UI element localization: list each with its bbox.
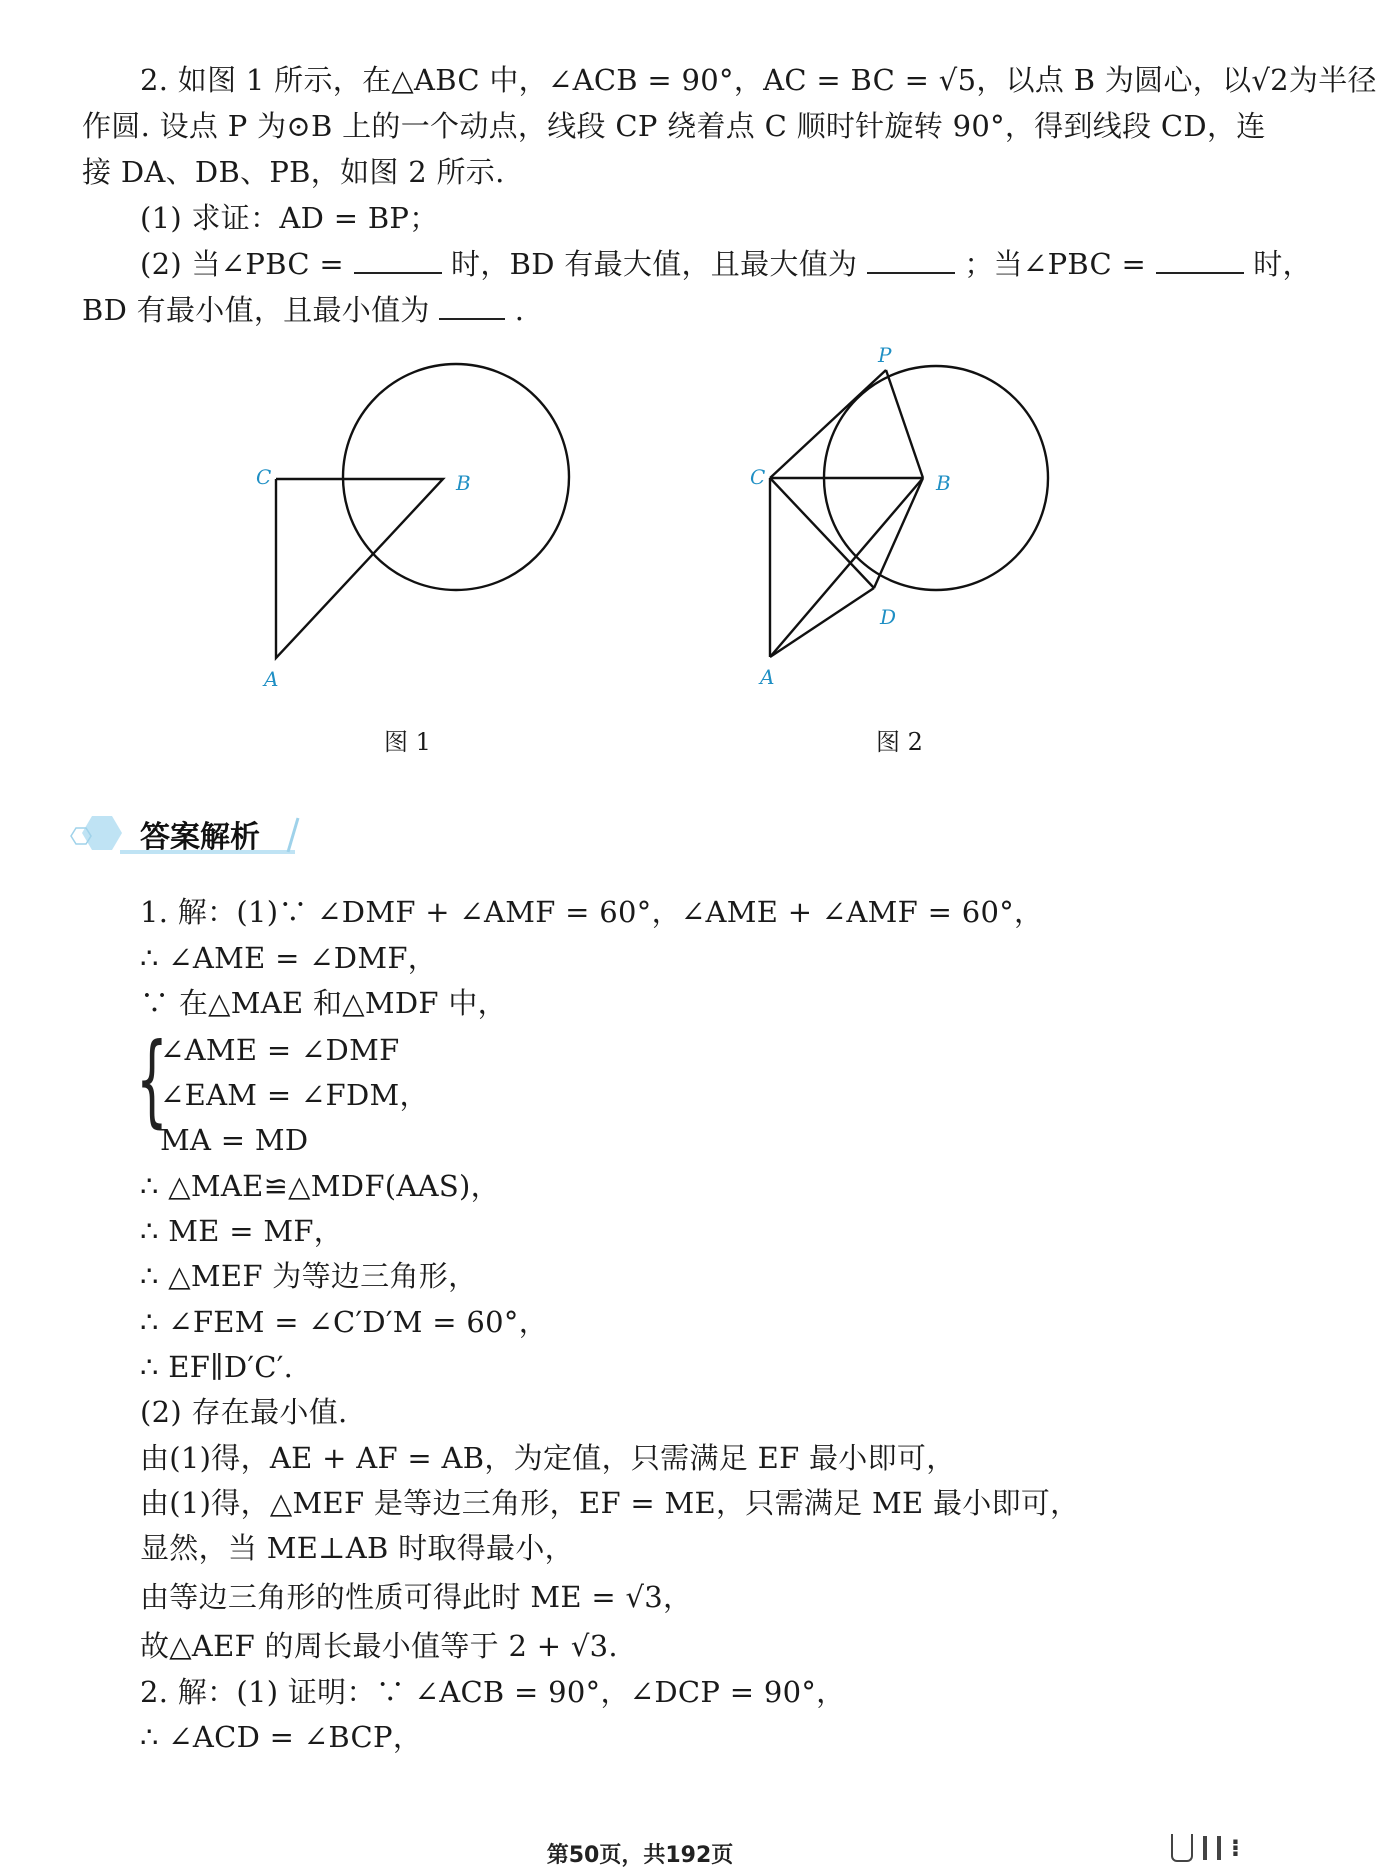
q2-part-a: (2) 当∠PBC = [140,247,344,281]
figure-2-diagram [730,340,1060,710]
divider-icon [1203,1836,1207,1860]
solution-line: MA = MD [160,1123,309,1157]
system-brace: { [136,1021,168,1138]
answer-blank [439,294,505,320]
solution-line: ∠AME = ∠DMF [160,1033,400,1067]
segment-cd [770,478,874,588]
segment-pb [886,370,923,478]
divider-icon [1217,1836,1221,1860]
solution-line: ∴ △MEF 为等边三角形， [140,1259,478,1293]
label-b: B [936,471,951,495]
label-c: C [256,465,272,489]
label-a: A [264,667,279,691]
answer-blank [867,248,955,274]
figure-2-caption: 图 2 [876,728,923,756]
question-2 [140,244,1312,284]
solution-line: ∴ ∠ACD = ∠BCP， [140,1720,423,1754]
solution-line: 由(1)得，△MEF 是等边三角形，EF = ME，只需满足 ME 最小即可， [140,1486,1080,1520]
solution-line: 显然，当 ME⊥AB 时取得最小， [140,1531,574,1565]
q2-part-e: BD 有最小值，且最小值为 [82,293,430,327]
q2-part-f: . [514,293,525,327]
solution-line: (2) 存在最小值. [140,1395,348,1429]
hexagon-icon [82,816,122,850]
q2-part-d: 时， [1253,247,1312,281]
triangle-abc [276,479,443,658]
segment-da [770,588,874,657]
solution-line: ∠EAM = ∠FDM， [160,1078,429,1112]
solution-line: ∴ ME = MF， [140,1214,344,1248]
solution-line: ∴ ∠FEM = ∠C′D′M = 60°， [140,1305,549,1339]
solution-line: ∵ 在△MAE 和△MDF 中， [140,986,507,1020]
solution-line: ∴ ∠AME = ∠DMF， [140,941,438,975]
segment-db [874,478,923,588]
answer-blank [354,248,442,274]
bookmark-icon[interactable] [1171,1834,1193,1862]
answer-section-title: 答案解析 [140,820,260,855]
solution-line: 由(1)得，AE + AF = AB，为定值，只需满足 EF 最小即可， [140,1441,956,1475]
figure-1-caption: 图 1 [384,728,431,756]
q2-part-b: 时，BD 有最大值，且最大值为 [451,247,858,281]
problem-line-2: 作圆. 设点 P 为⊙B 上的一个动点，线段 CP 绕着点 C 顺时针旋转 90°，得到线段 CD，连 [82,109,1266,143]
problem-line-1: 2. 如图 1 所示，在△ABC 中，∠ACB = 90°，AC = BC = √5，以点 B 为圆心，以√2为半径 [140,63,1377,97]
page-indicator: 第50页，共192页 [546,1843,734,1868]
menu-icon[interactable]: ⁝ [1230,1834,1240,1862]
question-2-continued [82,290,524,330]
label-a: A [760,665,775,689]
problem-line-3: 接 DA、DB、PB，如图 2 所示. [82,155,505,189]
segment-ab [770,478,923,657]
viewer-toolbar [1171,1834,1240,1862]
q2-part-c: ；当∠PBC = [964,247,1147,281]
label-c: C [750,465,766,489]
question-1: (1) 求证：AD = BP； [140,201,439,235]
answer-blank [1156,248,1244,274]
solution-line: 故△AEF 的周长最小值等于 2 + √3. [140,1629,618,1663]
solution-line: ∴ △MAE≌△MDF(AAS)， [140,1169,500,1203]
label-d: D [880,605,897,629]
label-b: B [456,471,471,495]
solution-line: ∴ EF∥D′C′. [140,1350,294,1384]
solution-line: 由等边三角形的性质可得此时 ME = √3， [140,1580,693,1614]
figure-1-diagram [240,340,580,710]
segment-cp [770,370,886,478]
label-p: P [878,343,892,367]
banner-slash [288,818,298,852]
solution-line: 2. 解：(1) 证明：∵ ∠ACB = 90°，∠DCP = 90°， [140,1675,846,1709]
solution-line: 1. 解：(1)∵ ∠DMF + ∠AMF = 60°，∠AME + ∠AMF = 60°， [140,895,1044,929]
